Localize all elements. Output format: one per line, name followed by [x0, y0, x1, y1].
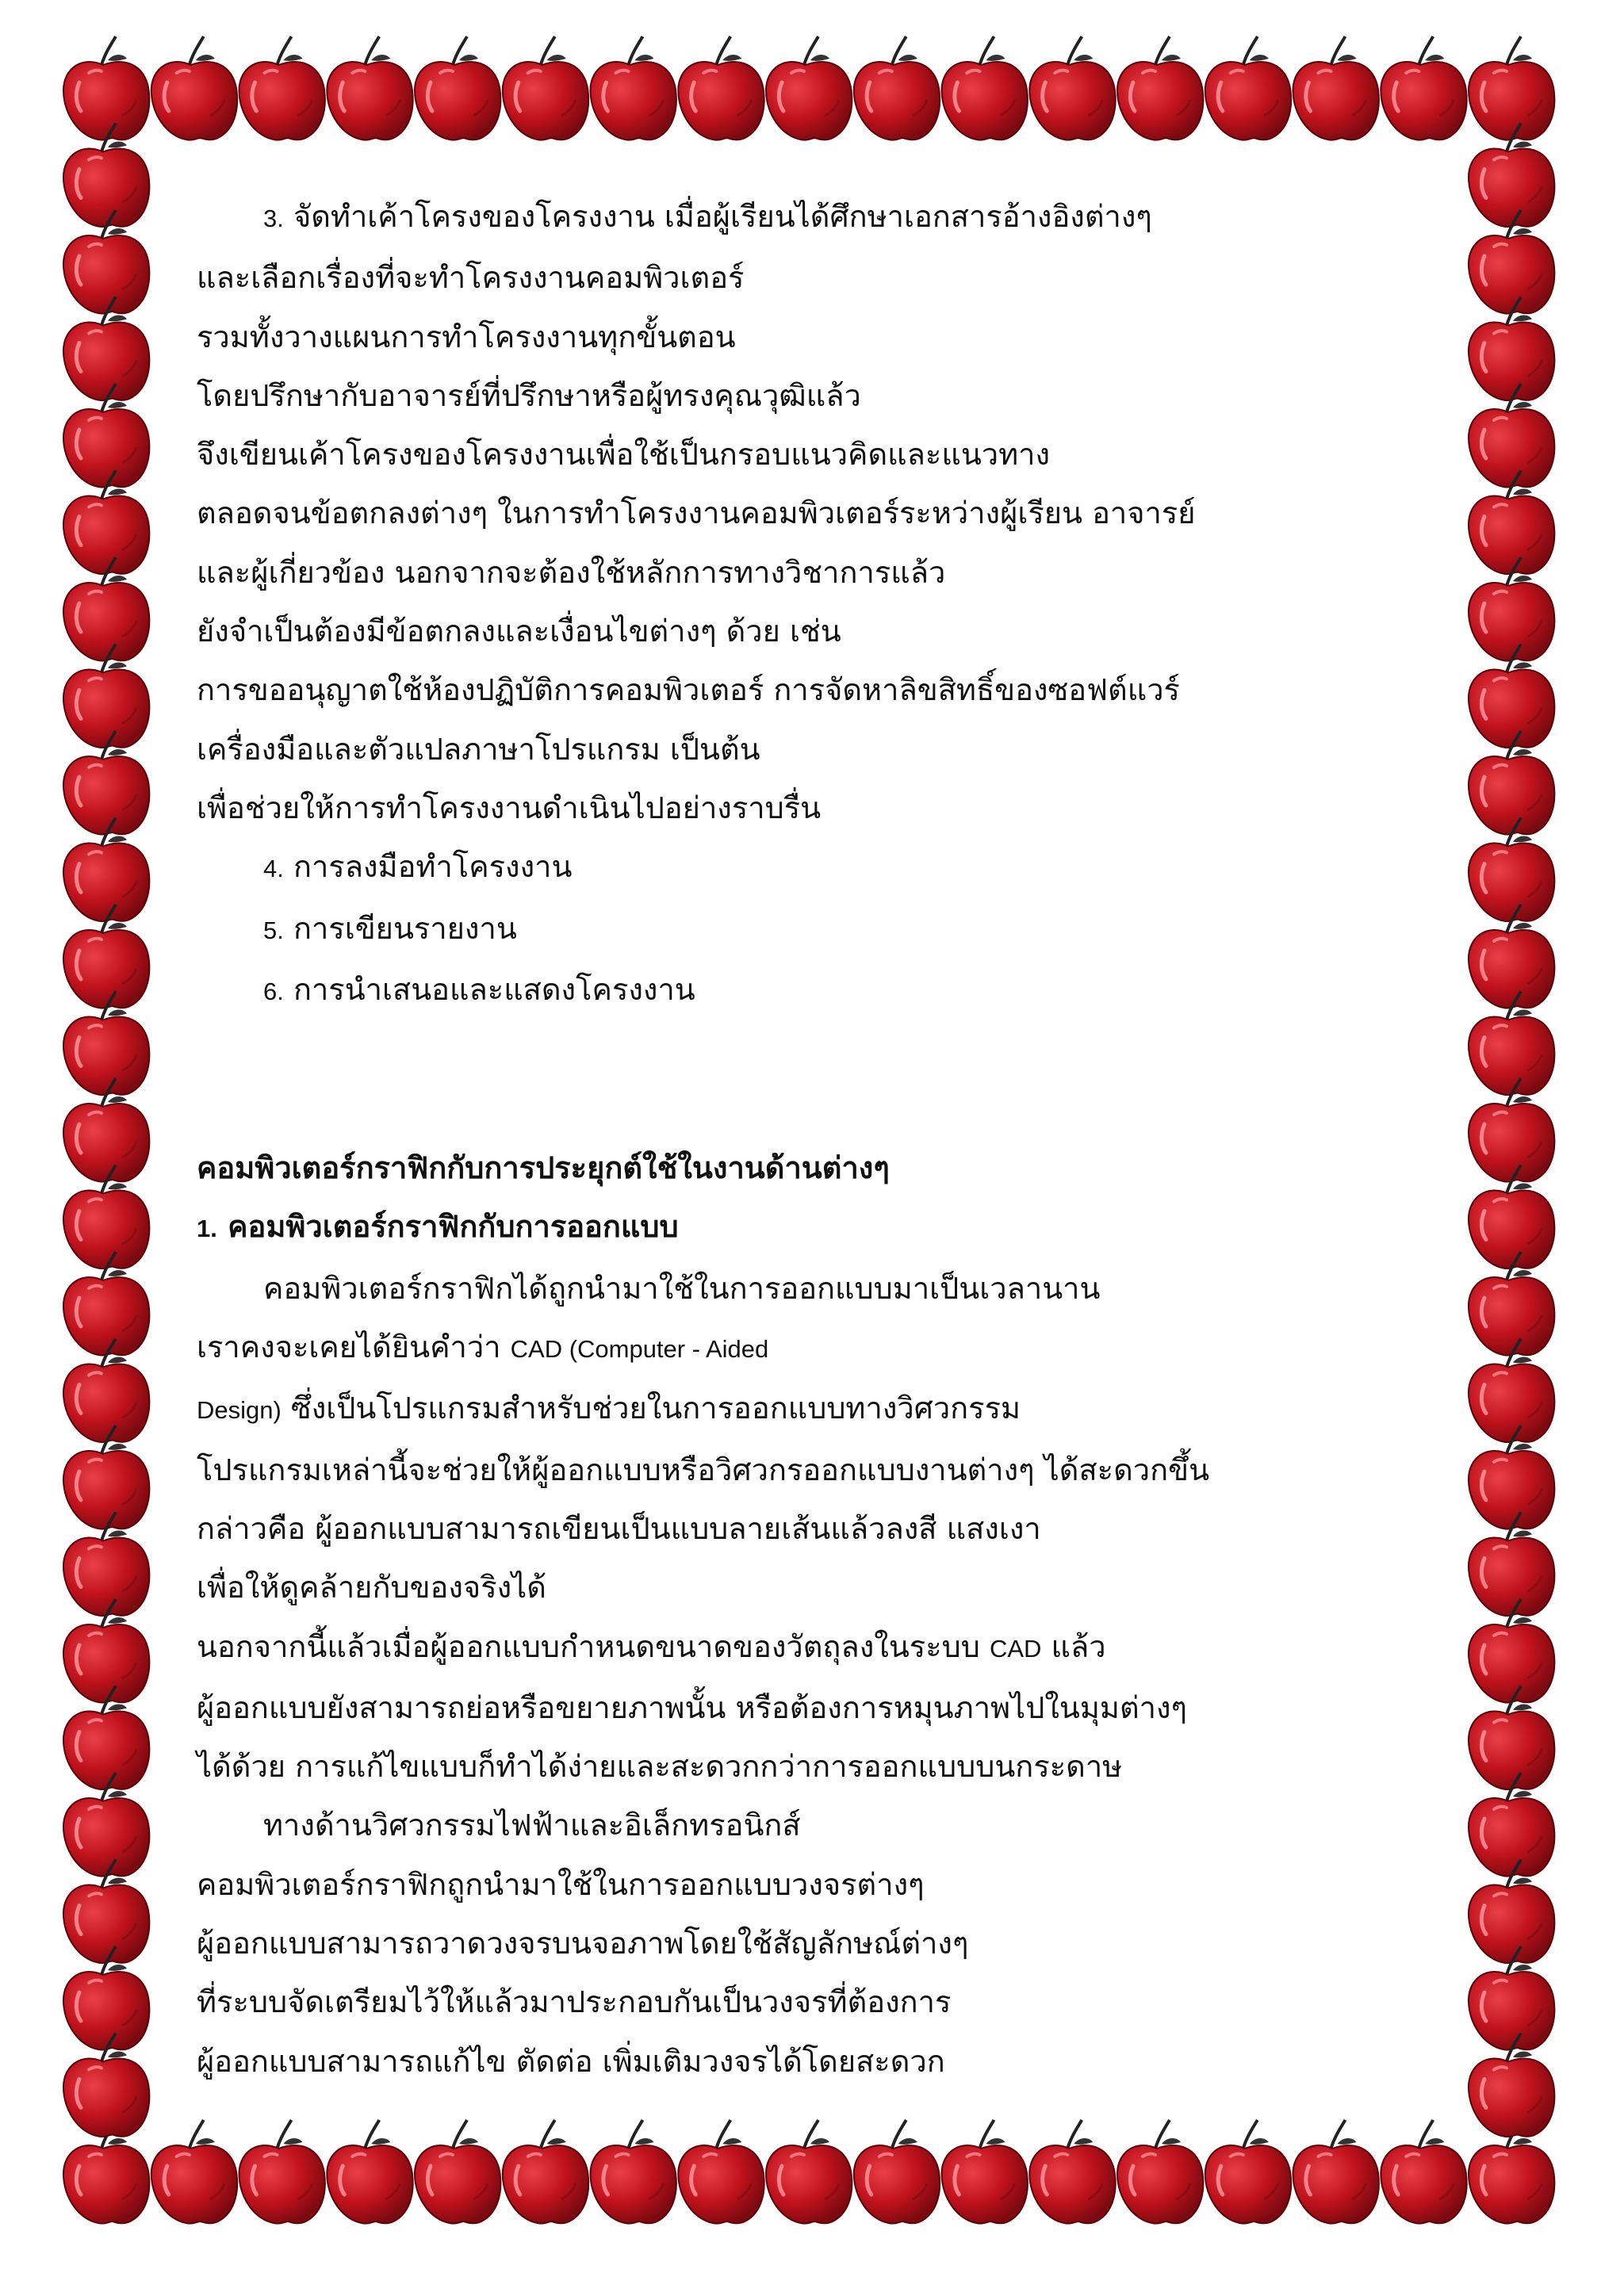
- apple-icon: [63, 1252, 149, 1356]
- step-number: 6.: [263, 977, 284, 1005]
- para2-line: [197, 1318, 1434, 1379]
- apple-icon: [1029, 36, 1115, 140]
- para1-line: และผู้เกี่ยวข้อง นอกจากจะต้องใช้หลักการทางวิชาการแล้ว: [197, 554, 946, 590]
- apple-icon: [151, 2120, 237, 2224]
- para3-line: คอมพิวเตอร์กราฟิกถูกนำมาใช้ในการออกแบบวงจรต่างๆ: [197, 1866, 925, 1902]
- para1-line: และเลือกเรื่องที่จะทำโครงงานคอมพิวเตอร์: [197, 260, 745, 296]
- apple-icon: [1205, 2120, 1291, 2224]
- para1-line: เครื่องมือและตัวแปลภาษาโปรแกรม เป็นต้น: [197, 731, 760, 767]
- apple-icon: [63, 992, 149, 1096]
- cad-term: Design): [197, 1396, 282, 1425]
- step-item: [197, 899, 1434, 960]
- apple-icon: [239, 36, 325, 140]
- apple-icon: [1469, 2034, 1554, 2137]
- para1-line: ยังจำเป็นต้องมีข้อตกลงและเงื่อนไขต่างๆ ด้วย เช่น: [197, 614, 841, 649]
- apple-icon: [503, 2120, 588, 2224]
- apple-icon: [327, 2120, 412, 2224]
- apple-icon: [63, 1686, 149, 1790]
- apple-icon: [63, 1599, 149, 1703]
- para1-line: รวมทั้งวางแผนการทำโครงงานทุกขั้นตอน: [197, 319, 736, 354]
- para2-text: เราคงจะเคยได้ยินคำว่า: [197, 1330, 501, 1365]
- apple-icon: [1469, 124, 1554, 228]
- para2-line: คอมพิวเตอร์กราฟิกได้ถูกนำมาใช้ในการออกแบบมาเป็นเวลานาน: [263, 1270, 1101, 1306]
- apple-icon: [1469, 818, 1554, 922]
- apple-icon: [678, 2120, 764, 2224]
- para2-line: เพื่อให้ดูคล้ายกับของจริงได้: [197, 1570, 546, 1605]
- apple-icon: [1469, 36, 1554, 140]
- apple-icon: [503, 36, 588, 140]
- apple-icon: [63, 1773, 149, 1877]
- para2-line: [197, 1379, 1434, 1440]
- apple-icon: [1293, 36, 1379, 140]
- apple-icon: [239, 2120, 325, 2224]
- apple-icon: [1469, 210, 1554, 314]
- apple-icon: [63, 384, 149, 488]
- para2-line: กล่าวคือ ผู้ออกแบบสามารถเขียนเป็นแบบลายเส้นแล้วลงสี แสงเงา: [197, 1510, 1041, 1546]
- apple-icon: [766, 2120, 852, 2224]
- apple-icon: [591, 2120, 676, 2224]
- apple-icon: [63, 1946, 149, 2050]
- para2-text: นอกจากนี้แล้วเมื่อผู้ออกแบบกำหนดขนาดของวัตถุลงในระบบ: [197, 1628, 980, 1664]
- apple-icon: [854, 2120, 940, 2224]
- apple-icon: [1469, 905, 1554, 1008]
- para3-line: ทางด้านวิศวกรรมไฟฟ้าและอิเล็กทรอนิกส์: [263, 1808, 801, 1843]
- document-body: [197, 187, 1434, 2091]
- step-text: การลงมือทำโครงงาน: [293, 849, 573, 885]
- apple-icon: [1381, 36, 1466, 140]
- apple-icon: [415, 36, 500, 140]
- step-number: 3.: [263, 205, 284, 232]
- apple-icon: [63, 1078, 149, 1182]
- apple-icon: [63, 297, 149, 401]
- cad-term: CAD: [989, 1634, 1042, 1663]
- para1-line: ตลอดจนข้อตกลงต่างๆ ในการทำโครงงานคอมพิวเตอร์ระหว่างผู้เรียน อาจารย์: [197, 496, 1196, 531]
- para2-line: ผู้ออกแบบยังสามารถย่อหรือขยายภาพนั้น หรือต้องการหมุนภาพไปในมุมต่างๆ: [197, 1689, 1187, 1725]
- apple-icon: [63, 1425, 149, 1529]
- apple-icon: [63, 2034, 149, 2137]
- apple-icon: [591, 36, 676, 140]
- apple-icon: [766, 36, 852, 140]
- para1-line: [197, 187, 1434, 248]
- apple-icon: [1469, 1686, 1554, 1790]
- apple-icon: [1469, 384, 1554, 488]
- apple-icon: [63, 124, 149, 228]
- apple-icon: [63, 471, 149, 575]
- para2-line: ได้ด้วย การแก้ไขแบบก็ทำได้ง่ายและสะดวกกว่าการออกแบบบนกระดาษ: [197, 1749, 1123, 1785]
- para3-line: ผู้ออกแบบสามารถวาดวงจรบนจอภาพโดยใช้สัญลักษณ์ต่างๆ: [197, 1926, 969, 1961]
- apple-icon: [1469, 297, 1554, 401]
- apple-icon: [63, 1513, 149, 1617]
- apple-icon: [1469, 1078, 1554, 1182]
- apple-icon: [1469, 1599, 1554, 1703]
- apple-icon: [1469, 1252, 1554, 1356]
- apple-icon: [63, 1860, 149, 1964]
- apple-icon: [1469, 1513, 1554, 1617]
- apple-icon: [1469, 1860, 1554, 1964]
- apple-icon: [1469, 731, 1554, 835]
- apple-icon: [1469, 645, 1554, 748]
- para2-text: ซึ่งเป็นโปรแกรมสำหรับช่วยในการออกแบบทางวิศวกรรม: [290, 1391, 1021, 1426]
- step-number: 4.: [263, 855, 284, 883]
- apple-icon: [63, 36, 149, 140]
- apple-icon: [1469, 992, 1554, 1096]
- apple-icon: [1469, 1339, 1554, 1443]
- apple-icon: [1469, 1773, 1554, 1877]
- apple-icon: [1029, 2120, 1115, 2224]
- para3-line: ผู้ออกแบบสามารถแก้ไข ตัดต่อ เพิ่มเติมวงจรได้โดยสะดวก: [197, 2043, 945, 2079]
- apple-icon: [1469, 557, 1554, 661]
- para2-text: แล้ว: [1051, 1628, 1106, 1664]
- step-text: การนำเสนอและแสดงโครงงาน: [293, 971, 695, 1007]
- para3-line: ที่ระบบจัดเตรียมไว้ให้แล้วมาประกอบกันเป็นวงจรที่ต้องการ: [197, 1984, 952, 2020]
- para1-line: การขออนุญาตใช้ห้องปฏิบัติการคอมพิวเตอร์ การจัดหาลิขสิทธิ์ของซอฟต์แวร์: [197, 672, 1180, 708]
- apple-icon: [1117, 2120, 1203, 2224]
- apple-icon: [1469, 1946, 1554, 2050]
- apple-icon: [63, 731, 149, 835]
- step-number: 5.: [263, 916, 284, 944]
- apple-icon: [63, 645, 149, 748]
- step-item: [197, 837, 1434, 898]
- apple-icon: [415, 2120, 500, 2224]
- apple-icon: [63, 1165, 149, 1269]
- cad-term: CAD (Computer - Aided: [510, 1335, 769, 1364]
- para2-line: [197, 1617, 1434, 1678]
- apple-icon: [854, 36, 940, 140]
- para1-line: จึงเขียนเค้าโครงของโครงงานเพื่อใช้เป็นกรอบแนวคิดและแนวทาง: [197, 437, 1051, 473]
- subsection-number: 1.: [197, 1215, 217, 1243]
- apple-icon: [63, 210, 149, 314]
- apple-icon: [678, 36, 764, 140]
- apple-icon: [63, 557, 149, 661]
- step-item: [197, 960, 1434, 1021]
- apple-icon: [1381, 2120, 1466, 2224]
- apple-icon: [1205, 36, 1291, 140]
- apple-icon: [1293, 2120, 1379, 2224]
- apple-icon: [63, 818, 149, 922]
- para1-line: โดยปรึกษากับอาจารย์ที่ปรึกษาหรือผู้ทรงคุณวุฒิแล้ว: [197, 377, 861, 413]
- apple-icon: [63, 1339, 149, 1443]
- apple-icon: [942, 2120, 1028, 2224]
- para1-line: เพื่อช่วยให้การทำโครงงานดำเนินไปอย่างราบรื่น: [197, 790, 822, 825]
- para1-lead-text: จัดทำเค้าโครงของโครงงาน เมื่อผู้เรียนได้ศึกษาเอกสารอ้างอิงต่างๆ: [293, 199, 1152, 234]
- apple-icon: [1469, 471, 1554, 575]
- subsection-title: คอมพิวเตอร์กราฟิกกับการออกแบบ: [228, 1209, 679, 1245]
- spacer: [197, 1021, 1434, 1138]
- apple-icon: [1117, 36, 1203, 140]
- para2-line: โปรแกรมเหล่านี้จะช่วยให้ผู้ออกแบบหรือวิศวกรออกแบบงานต่างๆ ได้สะดวกขึ้น: [197, 1452, 1210, 1487]
- section-heading: คอมพิวเตอร์กราฟิกกับการประยุกต์ใช้ในงานด้านต่างๆ: [197, 1150, 890, 1186]
- apple-icon: [1469, 1425, 1554, 1529]
- subsection-heading: [197, 1197, 1434, 1258]
- step-text: การเขียนรายงาน: [293, 910, 517, 946]
- apple-icon: [327, 36, 412, 140]
- apple-icon: [942, 36, 1028, 140]
- apple-icon: [151, 36, 237, 140]
- apple-icon: [1469, 1165, 1554, 1269]
- apple-icon: [63, 905, 149, 1008]
